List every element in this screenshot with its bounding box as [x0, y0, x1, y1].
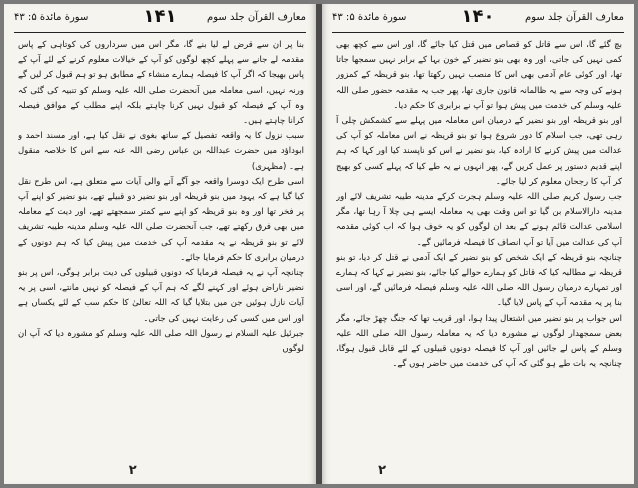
right-page-body [336, 38, 622, 458]
paragraph: اور بنو قریظہ اور بنو نضیر کے درمیان اس معاملہ میں پہلے سے کشمکش چلی آ رہی تھی، جب اسلام کا دور شروع ہوا تو بنو قریظہ نے اس معاملہ کو آپ کی عدالت میں پیش کرنے کا ارادہ کیا، بنو نضیر نے اس کو ناپسند کیا اور کہا کہ ہم اپنے قدیم دستور پر عمل کریں گے، پھر انہوں نے یہ طے کیا کہ پہلے کسی کو بھیج کر آپ کا رجحان معلوم کر لیا جائے۔ [336, 116, 622, 187]
right-page-header [332, 6, 624, 33]
left-page-body [18, 38, 304, 458]
paragraph: سبب نزول کا یہ واقعہ تفصیل کے ساتھ بغوی نے نقل کیا ہے، اور مسند احمد و ابوداؤد میں حضرت عبداللہ بن عباس رضی اللہ عنہ سے اس کا خلاصہ منقول ہے۔ (مظہری) [18, 131, 304, 172]
paragraph: بنا پر ان سے قرض لے لیا بنے گا، مگر اس میں سرداروں کی کوتاہی کے پاس مقدمہ لے جانے سے پہلے کچھ لوگوں کو آپ کے خیالات معلوم کرنے کے لئے آپ کے پاس بھیجا کہ اگر آپ کا فیصلہ ہمارے منشاء کے مطابق ہو تو ہم قبول کر لیں گے ورنہ نہیں، اسی معاملہ میں آنحضرت صلی اللہ علیہ وسلم کو تنبیہ کی گئی کہ وہ آپ کے فیصلہ کو قبول نہیں کرنا چاہتے بلکہ اپنے مطلب کے موافق فیصلہ کرانا چاہتے ہیں۔ [18, 40, 304, 127]
right-page-number: ۱۴۰ [461, 6, 495, 27]
paragraph: جبرئیل علیہ السلام نے رسول اللہ صلی اللہ علیہ وسلم کو مشورہ دیا کہ آپ ان لوگوں [18, 328, 304, 355]
left-running-head-surah: سورة مائدة ۵: ۴۳ [14, 12, 89, 23]
right-footer-mark: ۲ [378, 463, 387, 478]
right-running-head-title: معارف القرآن جلد سوم [525, 12, 624, 23]
paragraph: بچ گئے گا، اس سے قاتل کو قصاص میں قتل کیا جائے گا، اور اس سے کچھ بھی کمی نہیں کی جاتی، اور وہ بھی بنو نضیر کے خون بہا کے برابر نہیں سمجھا جاتا تھا، اور کوئی عام آدمی بھی اس کا منصب نہیں رکھتا تھا، بنو قریظہ کے کمزور ہونے کی وجہ سے یہ ظالمانہ قانون جاری تھا، پھر جب یہ مقدمہ حضور صلی اللہ علیہ وسلم کی خدمت میں پیش ہوا تو آپ نے برابری کا حکم دیا۔ [336, 40, 622, 111]
left-running-head-title: معارف القرآن جلد سوم [207, 12, 306, 23]
right-running-head-surah: سورة مائدة ۵: ۴۳ [332, 12, 407, 23]
right-page [322, 4, 634, 484]
paragraph: چنانچہ بنو قریظہ کے ایک شخص کو بنو نضیر کے ایک آدمی نے قتل کر دیا، تو بنو قریظہ نے مطالبہ کیا کہ قاتل کو ہمارے حوالے کیا جائے، بنو نضیر نے کہا کہ ہمارے اور تمہارے درمیان رسول اللہ صلی اللہ علیہ وسلم فیصلہ فرمائیں گے، اور اسی بنا پر یہ مقدمہ آپ کے پاس لایا گیا۔ [336, 252, 622, 309]
left-page-header [14, 6, 306, 33]
paragraph: اسی طرح ایک دوسرا واقعہ جو آگے آنے والی آیات سے متعلق ہے، اس طرح نقل کیا گیا ہے کہ یہود میں بنو قریظہ اور بنو نضیر دو قبیلے تھے، بنو نضیر کو اپنے آپ پر فخر تھا اور وہ بنو قریظہ کو اپنے سے کمتر سمجھتے تھے، اور دیت کے معاملہ میں بھی فرق رکھتے تھے، جب آنحضرت صلی اللہ علیہ وسلم مدینہ طیبہ تشریف لائے تو بنو قریظہ نے یہ مقدمہ آپ کی خدمت میں پیش کیا کہ ہم دونوں کے درمیان برابری کا حکم فرمایا جائے۔ [18, 176, 304, 263]
paragraph: اس جواب پر بنو نضیر میں اشتعال پیدا ہوا، اور قریب تھا کہ جنگ چھڑ جائے، مگر بعض سمجھدار لوگوں نے مشورہ دیا کہ یہ معاملہ رسول اللہ صلی اللہ علیہ وسلم کے پاس لے جائیں اور آپ کا فیصلہ دونوں قبیلوں کے لئے قابل قبول ہوگا، چنانچہ یہ بات طے ہو گئی کہ آپ کی خدمت میں حاضر ہوں گے۔ [336, 313, 622, 370]
book-spread [4, 4, 634, 484]
left-footer-mark: ۲ [128, 463, 137, 478]
paragraph: چنانچہ آپ نے یہ فیصلہ فرمایا کہ دونوں قبیلوں کی دیت برابر ہوگی، اس پر بنو نضیر ناراض ہوئے اور کہنے لگے کہ ہم آپ کے فیصلہ کو نہیں مانتے، اسی پر یہ آیات نازل ہوئیں جن میں بتلایا گیا کہ اللہ تعالیٰ کا حکم سب کے لئے یکساں ہے اور اس میں کسی کی رعایت نہیں کی جاتی۔ [18, 268, 304, 324]
left-page-number: ۱۴۱ [143, 6, 177, 27]
left-page [4, 4, 316, 484]
paragraph: جب رسول کریم صلی اللہ علیہ وسلم ہجرت کرکے مدینہ طیبہ تشریف لائے اور مدینہ دارالاسلام بن گیا تو اس وقت بھی یہ معاملہ ایسے ہی چلا آ رہا تھا، مگر اسلامی عدالت قائم ہونے کے بعد ان لوگوں کو یہ خوف ہوا کہ اب کوئی مقدمہ آپ کی عدالت میں آیا تو آپ انصاف کا فیصلہ فرمائیں گے۔ [336, 192, 622, 248]
